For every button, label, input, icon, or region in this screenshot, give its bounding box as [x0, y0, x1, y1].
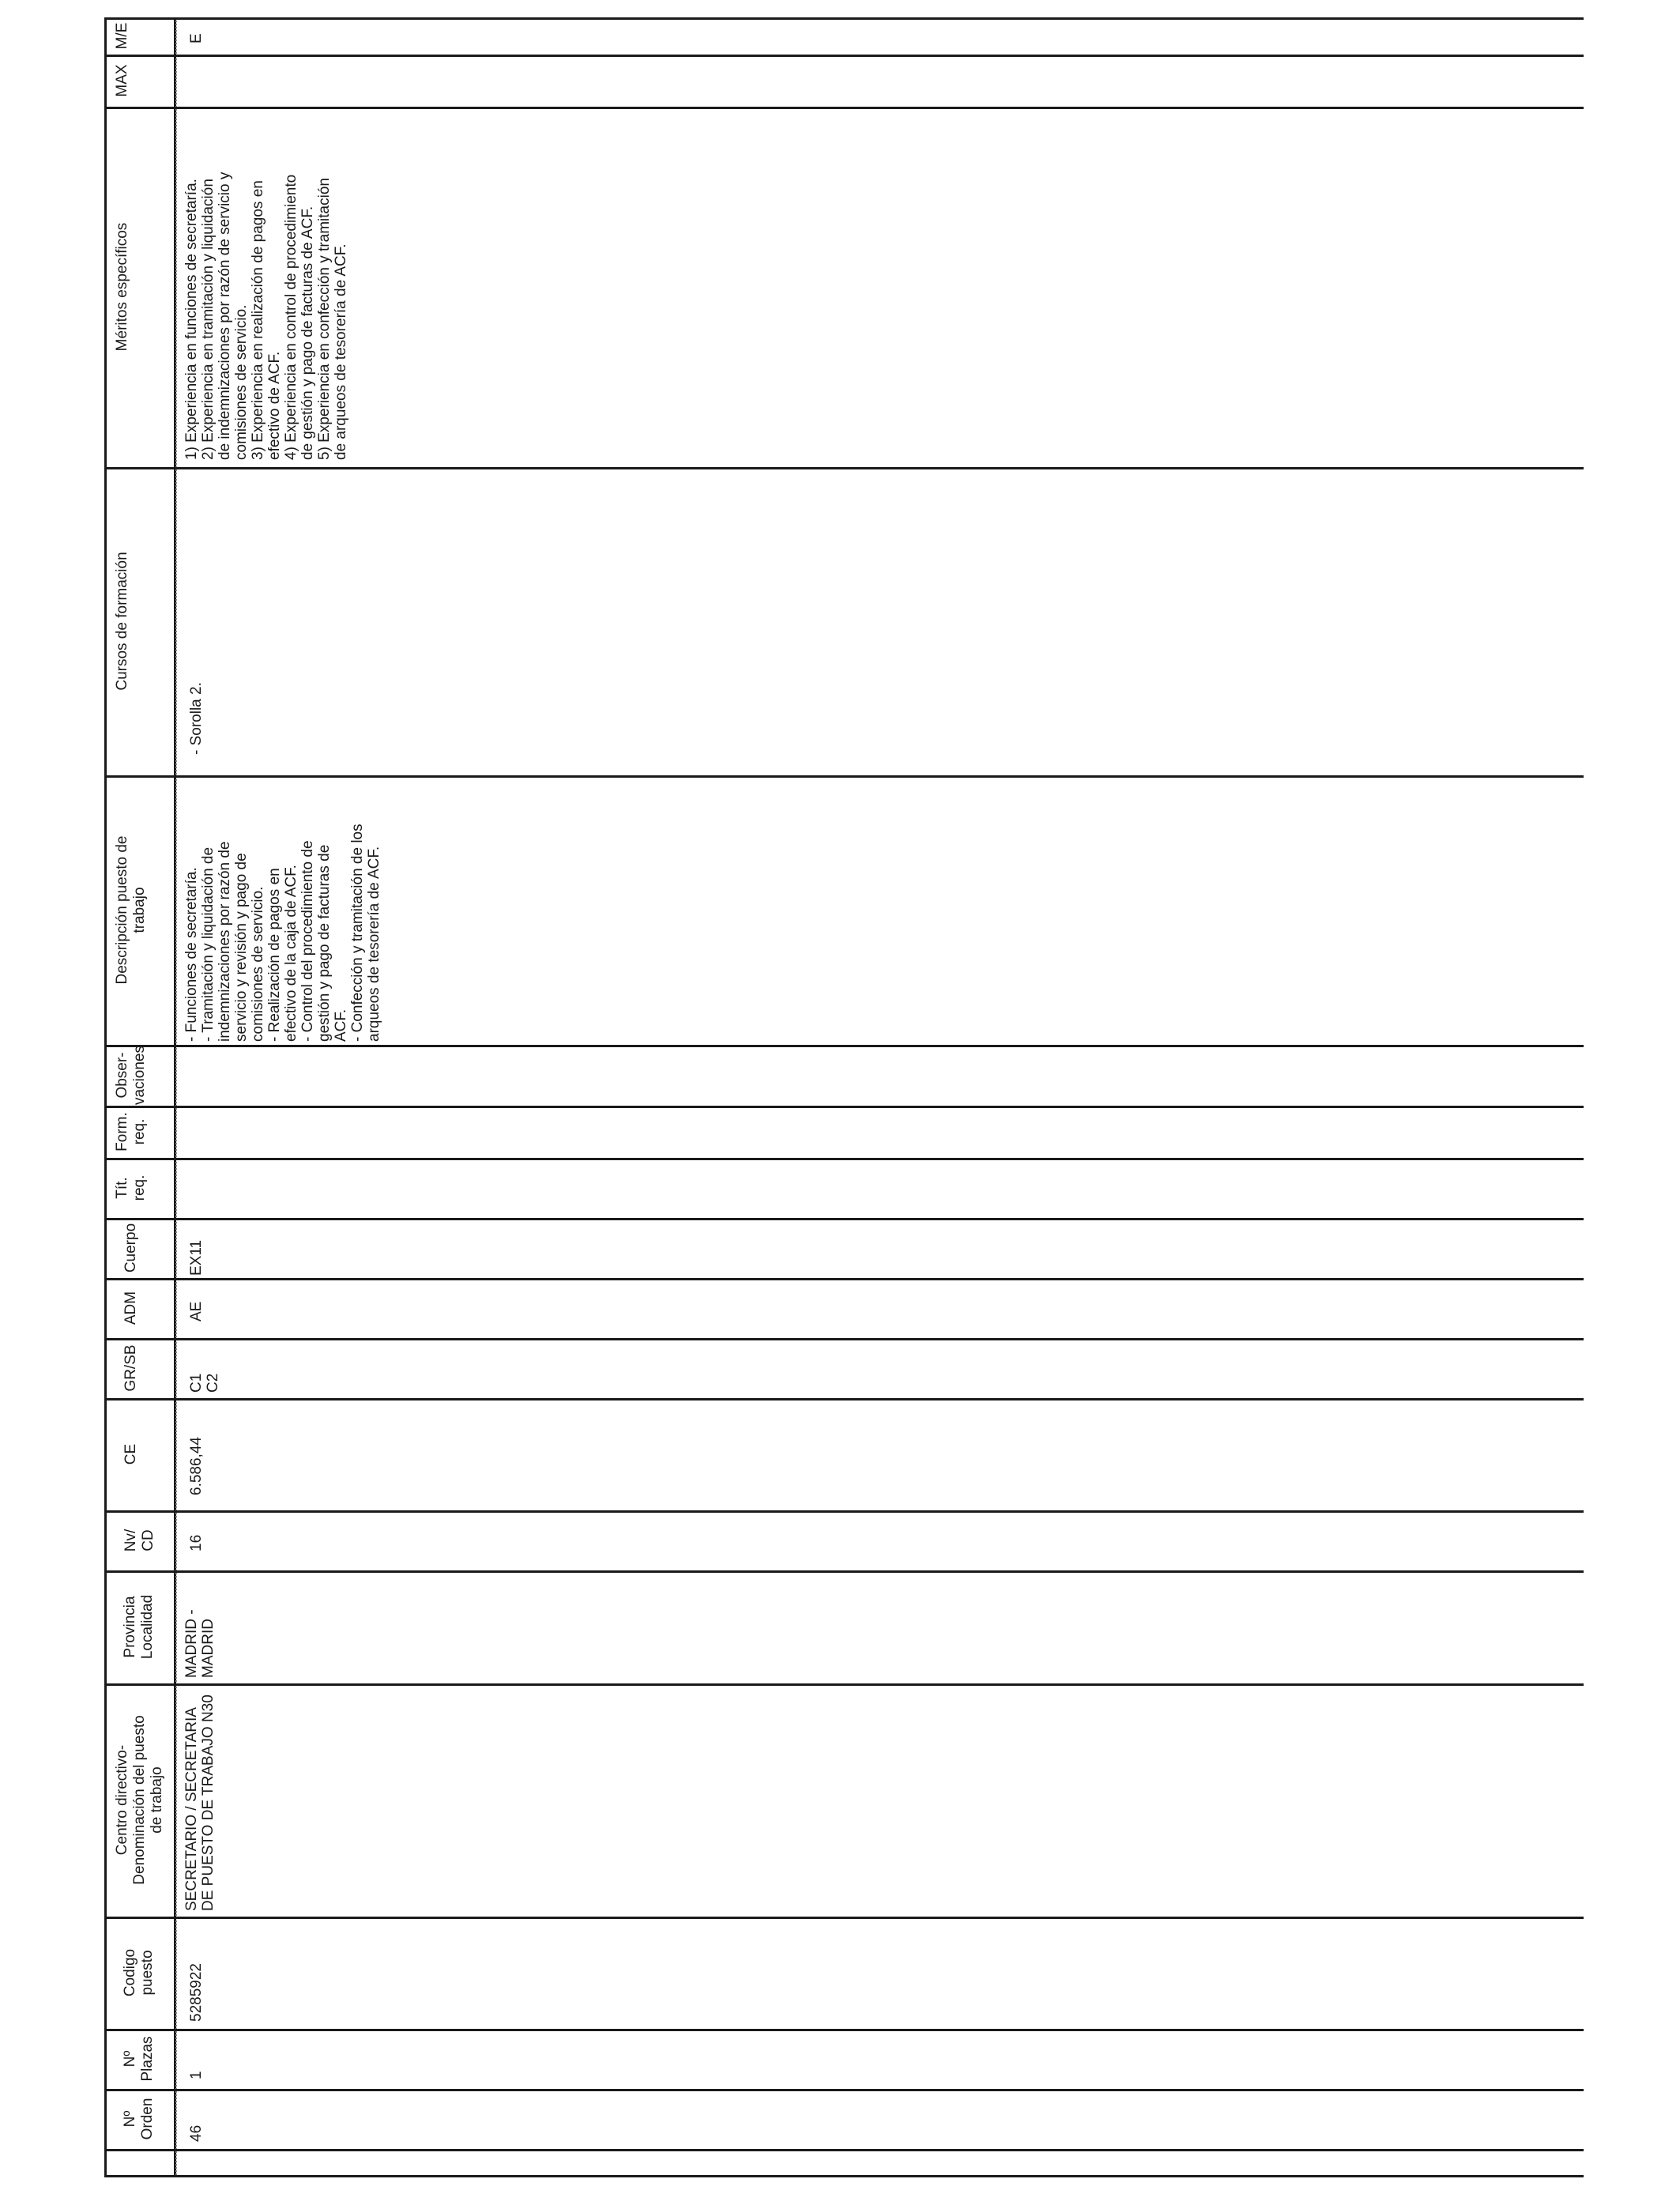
cell-cuerpo: EX11	[188, 1239, 205, 1276]
row-border	[104, 1218, 1584, 1220]
row-border	[104, 1106, 1584, 1108]
row-border	[104, 2029, 1584, 2031]
header-gr-sb: GR/SB	[122, 1344, 139, 1392]
dotted-guide	[175, 17, 177, 2175]
row-border	[104, 17, 1584, 20]
cell-descripcion: - Funciones de secretaría. - Tramitación y liquidación de indemnizaciones por razón de servicio y revisión y pago de comisiones de servicio. - Realización de pagos en efectivo de la caja de ACF. - Control del procedimiento de gestión y pago de facturas de ACF. - Confección y tramitación de los arqueos de tesorería de ACF.	[183, 824, 382, 1042]
row-border	[104, 107, 1584, 109]
cell-gr-sb: C1 C2	[188, 1373, 221, 1393]
header-codigo: Codigo puesto	[122, 1948, 156, 1997]
row-border	[104, 2089, 1584, 2091]
row-border	[104, 1398, 1584, 1400]
header-plazas: Nº Plazas	[122, 2036, 156, 2082]
cell-ce: 6.586,44	[188, 1437, 205, 1495]
header-ce: CE	[122, 1443, 139, 1465]
row-border	[104, 2149, 1584, 2151]
cell-orden: 46	[188, 2124, 205, 2142]
row-border	[104, 1045, 1584, 1047]
cell-plazas: 1	[188, 2071, 205, 2079]
header-tit-req: Tít. req.	[114, 1174, 148, 1201]
cell-nv-cd: 16	[188, 1534, 205, 1551]
header-observaciones: Obser- vaciones	[114, 1046, 148, 1105]
header-adm: ADM	[122, 1291, 139, 1325]
row-border	[104, 2175, 1584, 2177]
header-m-e: M/E	[114, 22, 130, 50]
row-border	[104, 1278, 1584, 1280]
cell-cursos: - Sorolla 2.	[188, 682, 205, 755]
table-left-border	[104, 17, 107, 2177]
row-border	[104, 1570, 1584, 1573]
header-nv-cd: Nv/ CD	[122, 1529, 156, 1552]
cell-centro: SECRETARIO / SECRETARIA DE PUESTO DE TRABAJO N30	[183, 1695, 217, 1911]
cell-meritos: 1) Experiencia en funciones de secretaría. 2) Experiencia en tramitación y liquidación de indemnizaciones por razón de servicio y comisiones de servicio. 3) Experiencia en realización de pagos en efectivo de ACF. 4) Experiencia en control de procedimiento de gestión y pago de facturas de ACF. 5) Experiencia en confección y tramitación de arqueos de tesorería de ACF.	[183, 172, 349, 460]
row-border	[104, 1338, 1584, 1340]
header-descripcion: Descripción puesto de trabajo	[114, 835, 148, 985]
header-cuerpo: Cuerpo	[122, 1223, 139, 1273]
row-border	[104, 775, 1584, 778]
cell-codigo: 5285922	[188, 1963, 205, 2022]
cell-adm: AE	[188, 1301, 205, 1321]
row-border	[104, 1917, 1584, 1919]
header-max: MAX	[114, 64, 130, 97]
row-border	[104, 1510, 1584, 1513]
header-orden: Nº Orden	[122, 2098, 156, 2140]
cell-m-e: E	[188, 33, 205, 43]
header-provincia: Provincia Localidad	[122, 1594, 156, 1660]
header-meritos: Méritos específicos	[114, 222, 130, 352]
header-form-req: Form. req.	[114, 1112, 148, 1152]
header-cursos: Cursos de formación	[114, 552, 130, 691]
cell-provincia: MADRID - MADRID	[183, 1609, 217, 1678]
row-border	[104, 1683, 1584, 1686]
row-border	[104, 467, 1584, 469]
row-border	[104, 1158, 1584, 1160]
row-border	[104, 55, 1584, 57]
header-centro: Centro directivo- Denominación del puesto de trabajo	[114, 1715, 165, 1885]
